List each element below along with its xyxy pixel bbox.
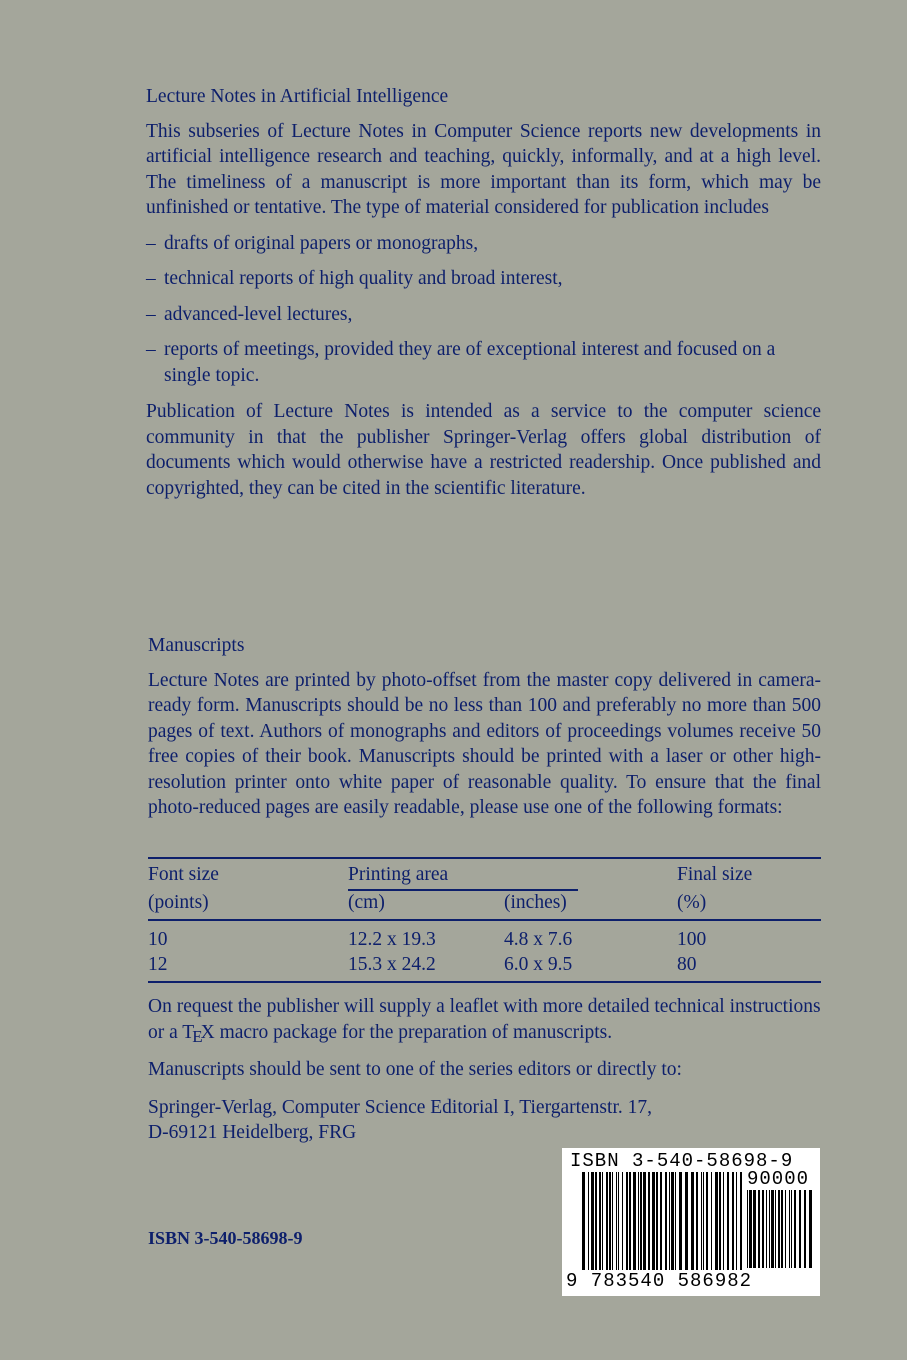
bullet-item <box>146 266 821 292</box>
tex-t: T <box>182 1021 195 1043</box>
barcode-main-bars <box>582 1172 742 1270</box>
table-bottom-rule <box>148 981 821 983</box>
barcode-bar <box>778 1190 780 1268</box>
barcode-bar <box>599 1172 601 1270</box>
barcode-block <box>562 1148 820 1296</box>
barcode-bar <box>701 1172 702 1270</box>
barcode-bar <box>736 1172 737 1270</box>
barcode-bar <box>747 1190 748 1268</box>
bullet-text: technical reports of high quality and broad interest, <box>164 268 563 289</box>
publication-paragraph: Publication of Lecture Notes is intended as a service to the computer science community in that the publisher Springer-Verlag offers global distribution of documents which would otherwise have a restricted readership. Once published and copyrighted, they can be cited in the scientific literature. <box>146 401 821 499</box>
barcode-bar <box>723 1172 724 1270</box>
header-cm: (cm) <box>348 892 385 913</box>
header-font-size: Font size <box>148 864 219 885</box>
tex-x: X <box>200 1021 215 1043</box>
request-text-start: On request the publisher will supply a leaflet with more detailed technical instructions or a <box>148 996 821 1043</box>
barcode-bar <box>719 1172 721 1270</box>
barcode-bar <box>633 1172 636 1270</box>
barcode-bar <box>640 1172 642 1270</box>
barcode-bar <box>626 1172 628 1270</box>
barcode-ean-digits: 9 783540 586982 <box>566 1270 753 1292</box>
barcode-bar <box>679 1172 682 1270</box>
barcode-bar <box>675 1172 676 1270</box>
barcode-bar <box>732 1172 734 1270</box>
bullet-dash: – <box>146 339 156 360</box>
bullet-dash: – <box>146 232 156 254</box>
bullet-text: drafts of original papers or monographs, <box>164 232 479 254</box>
barcode-bar <box>671 1172 674 1270</box>
bullet-text: reports of meetings, provided they are of exceptional interest and focused on a single topic. <box>164 339 776 386</box>
barcode-bar <box>771 1190 774 1268</box>
header-final-size: Final size <box>677 864 753 885</box>
header-final-size-unit: (%) <box>677 892 707 913</box>
row-cm: 15.3 x 24.2 <box>348 954 436 975</box>
barcode-bar <box>749 1190 752 1268</box>
barcode-bar <box>794 1190 796 1268</box>
barcode-bar <box>643 1172 646 1270</box>
barcode-bar <box>799 1190 801 1268</box>
bullet-item <box>146 337 821 388</box>
manuscripts-title: Manuscripts <box>148 635 245 656</box>
isbn-text: ISBN 3-540-58698-9 <box>148 1228 303 1248</box>
row-font: 12 <box>148 954 168 975</box>
send-to-line: Manuscripts should be sent to one of the series editors or directly to: <box>148 1059 682 1080</box>
address <box>148 1095 821 1146</box>
barcode-addon-digits: 90000 <box>747 1168 810 1190</box>
barcode-bar <box>582 1172 585 1270</box>
barcode-bar <box>591 1172 594 1270</box>
barcode-bar <box>762 1190 764 1268</box>
row-final: 80 <box>677 954 697 975</box>
barcode-bar <box>691 1172 694 1270</box>
barcode-bar <box>652 1172 655 1270</box>
barcode-bar <box>685 1172 688 1270</box>
barcode-bar <box>612 1172 613 1270</box>
barcode-bar <box>804 1190 806 1268</box>
barcode-bar <box>711 1172 712 1270</box>
header-font-size-unit: (points) <box>148 892 209 913</box>
tex-e: E <box>192 1026 203 1046</box>
barcode-bar <box>622 1172 623 1270</box>
barcode-bar <box>740 1172 742 1270</box>
tex-logo <box>182 1021 215 1046</box>
series-intro: This subseries of Lecture Notes in Computer Science reports new developments in artificial intelligence research and teaching, quickly, informally, and at a high level. The timeliness of a manuscript is more important than its form, which may be unfinished or tentative. The type of material considered for publication includes <box>146 120 821 218</box>
barcode-isbn-label: ISBN 3-540-58698-9 <box>570 1150 794 1172</box>
barcode-bar <box>809 1190 812 1268</box>
bullet-item <box>146 231 821 257</box>
barcode-bar <box>602 1172 603 1270</box>
barcode-bar <box>715 1172 718 1270</box>
row-final: 100 <box>677 929 707 950</box>
barcode-bar <box>769 1190 770 1268</box>
barcode-bar <box>618 1172 619 1270</box>
row-inches: 6.0 x 9.5 <box>504 954 573 975</box>
barcode-bar <box>785 1190 786 1268</box>
barcode-bar <box>588 1172 589 1270</box>
request-text-end: macro package for the preparation of manuscripts. <box>214 1021 613 1043</box>
barcode-bar <box>665 1172 667 1270</box>
bullet-dash: – <box>146 303 156 325</box>
barcode-bar <box>775 1190 776 1268</box>
barcode-bar <box>616 1172 617 1270</box>
manuscripts-body: Lecture Notes are printed by photo-offset from the master copy delivered in camera-ready form. Manuscripts should be no less than 100 and preferably no more than 500 pages of text. Authors of monographs and editors of proceedings volumes receive 50 free copies of their book. Manuscripts should be printed with a laser or other high-resolution printer onto white paper of reasonable quality. To ensure that the final photo-reduced pages are easily readable, please use one of the following formats: <box>148 669 821 818</box>
bullet-item <box>146 302 821 328</box>
barcode-bar <box>727 1172 729 1270</box>
row-cm: 12.2 x 19.3 <box>348 929 436 950</box>
barcode-bar <box>606 1172 608 1270</box>
request-section <box>148 994 821 1146</box>
barcode-bar <box>696 1172 698 1270</box>
request-paragraph <box>148 994 821 1045</box>
bullet-text: advanced-level lectures, <box>164 303 353 325</box>
row-inches: 4.8 x 7.6 <box>504 929 573 950</box>
barcode-bar <box>595 1172 597 1270</box>
table-top-rule <box>148 857 821 859</box>
barcode-bar <box>758 1190 760 1268</box>
barcode-addon-bars <box>747 1190 813 1268</box>
manuscripts-section <box>148 633 821 821</box>
barcode-bar <box>753 1190 756 1268</box>
address-line-2: D-69121 Heidelberg, FRG <box>148 1122 357 1143</box>
barcode-bar <box>781 1190 783 1268</box>
barcode-bar <box>638 1172 639 1270</box>
header-inches: (inches) <box>504 892 567 913</box>
barcode-bar <box>766 1190 767 1268</box>
barcode-bar <box>706 1172 708 1270</box>
barcode-bar <box>703 1172 704 1270</box>
header-printing-area: Printing area <box>348 864 449 885</box>
barcode-bar <box>669 1172 670 1270</box>
barcode-bar <box>629 1172 631 1270</box>
barcode-bar <box>789 1190 790 1268</box>
series-section <box>146 84 821 501</box>
barcode-bar <box>648 1172 650 1270</box>
row-font: 10 <box>148 929 168 950</box>
barcode-bar <box>791 1190 792 1268</box>
series-title: Lecture Notes in Artificial Intelligence <box>146 86 449 107</box>
barcode-bar <box>660 1172 662 1270</box>
barcode-bar <box>656 1172 658 1270</box>
table-header-rule <box>148 919 821 921</box>
bullet-dash: – <box>146 268 156 289</box>
address-line-1: Springer-Verlag, Computer Science Editorial I, Tiergartenstr. 17, <box>148 1096 652 1118</box>
barcode-bar <box>609 1172 611 1270</box>
